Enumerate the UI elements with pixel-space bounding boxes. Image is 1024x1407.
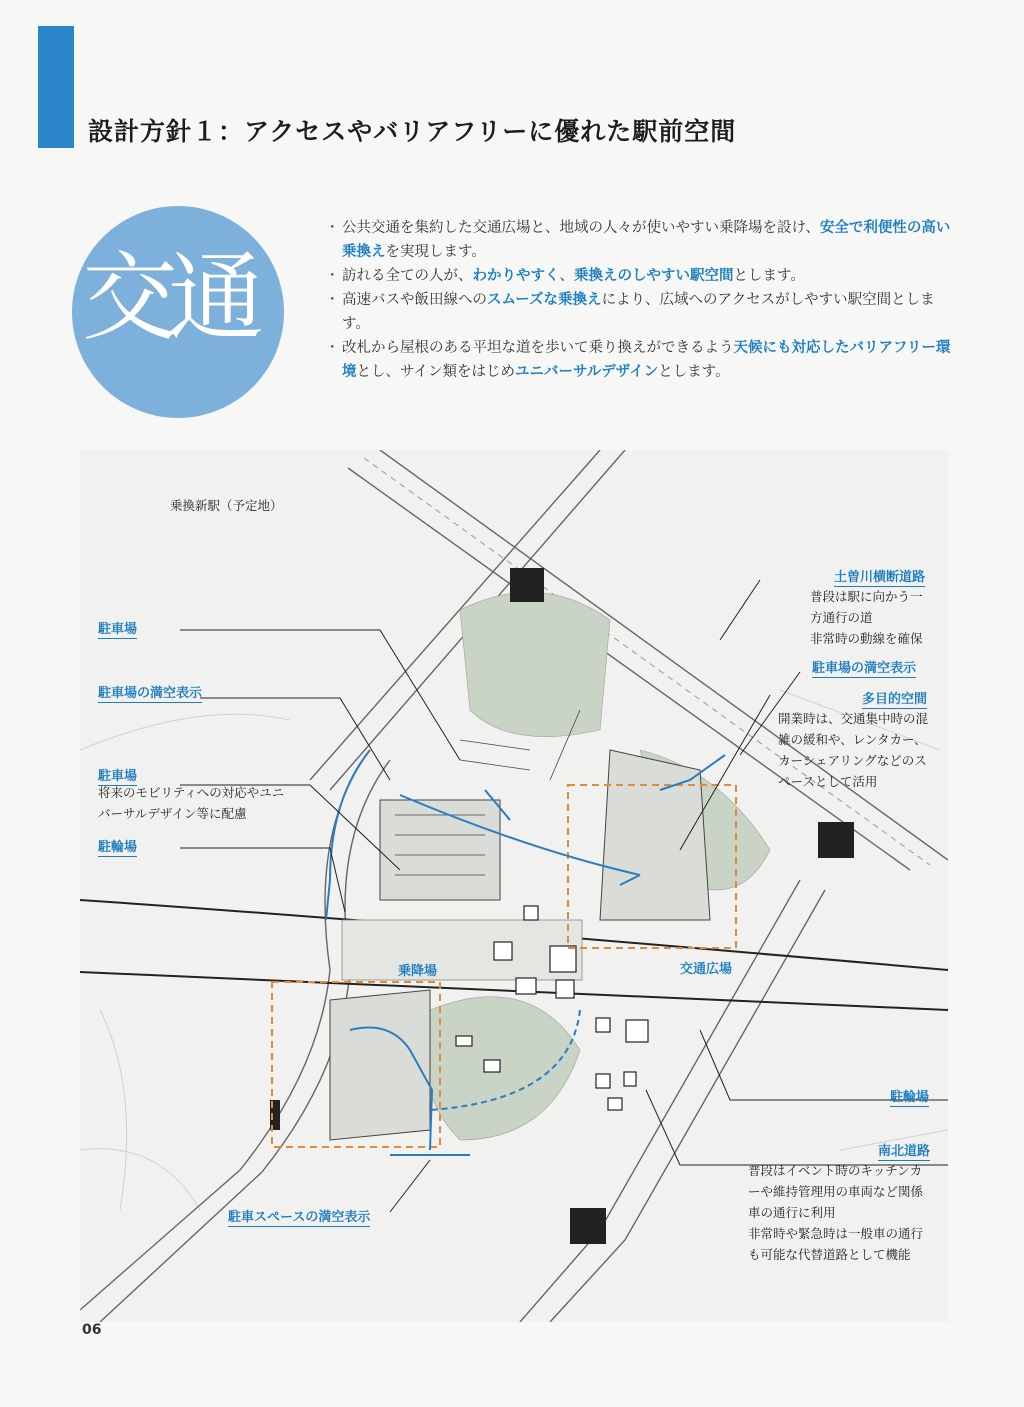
page-number: 06 xyxy=(82,1322,102,1338)
parking-2-description: 将来のモビリティへの対応やユニ バーサルデザイン等に配慮 xyxy=(98,785,285,821)
label-parking-2: 駐車場 xyxy=(98,765,137,786)
bullet-item: ・ 公共交通を集約した交通広場と、地域の人々が使いやすい乗降場を設け、安全で利便性の高い乗換えを実現します。 xyxy=(332,216,952,264)
label-north-south-road: 南北道路 xyxy=(878,1140,930,1161)
label-parking-1: 駐車場 xyxy=(98,618,137,639)
label-transport-plaza: 交通広場 xyxy=(680,962,733,977)
page-title: 設計方針１：アクセスやバリアフリーに優れた駅前空間 xyxy=(88,117,737,146)
accent-bar xyxy=(38,26,74,148)
label-bicycle-parking-1: 駐輪場 xyxy=(98,836,137,857)
topic-circle-text: 交通 xyxy=(82,242,254,354)
label-dropoff-area: 乗降場 xyxy=(398,964,438,979)
label-bicycle-parking-2: 駐輪場 xyxy=(890,1086,929,1107)
label-parking-full-display-2: 駐車場の満空表示 xyxy=(812,657,916,678)
bullet-item: ・ 訪れる全ての人が、わかりやすく、乗換えのしやすい駅空間とします。 xyxy=(332,264,952,288)
policy-bullet-list xyxy=(332,216,952,384)
bullet-item: ・ 改札から屋根のある平坦な道を歩いて乗り換えができるよう天候にも対応したバリアフリー環境とし、サイン類をはじめユニバーサルデザインとします。 xyxy=(332,336,952,384)
label-parking-space-display: 駐車スペースの満空表示 xyxy=(228,1206,370,1227)
label-parking-full-display: 駐車場の満空表示 xyxy=(98,682,202,703)
bullet-item: ・ 高速バスや飯田線へのスムーズな乗換えにより、広域へのアクセスがしやすい駅空間とします。 xyxy=(332,288,952,336)
north-south-road-description: 普段はイベント時のキッチンカ ーや維持管理用の車両など関係 車の通行に利用 非常時や緊急時は一般車の通行 も可能な代替道路として機能 xyxy=(748,1163,924,1262)
multipurpose-description: 開業時は、交通集中時の混 雑の緩和や、レンタカー、 カーシェアリングなどのス ペースとして活用 xyxy=(778,711,929,789)
label-multipurpose-space: 多目的空間 xyxy=(862,688,927,709)
label-road-crossing: 土曽川横断道路 xyxy=(834,566,925,587)
station-site-label: 乗換新駅（予定地） xyxy=(170,498,283,513)
road-crossing-description: 普段は駅に向かう一 方通行の道 非常時の動線を確保 xyxy=(810,589,923,646)
